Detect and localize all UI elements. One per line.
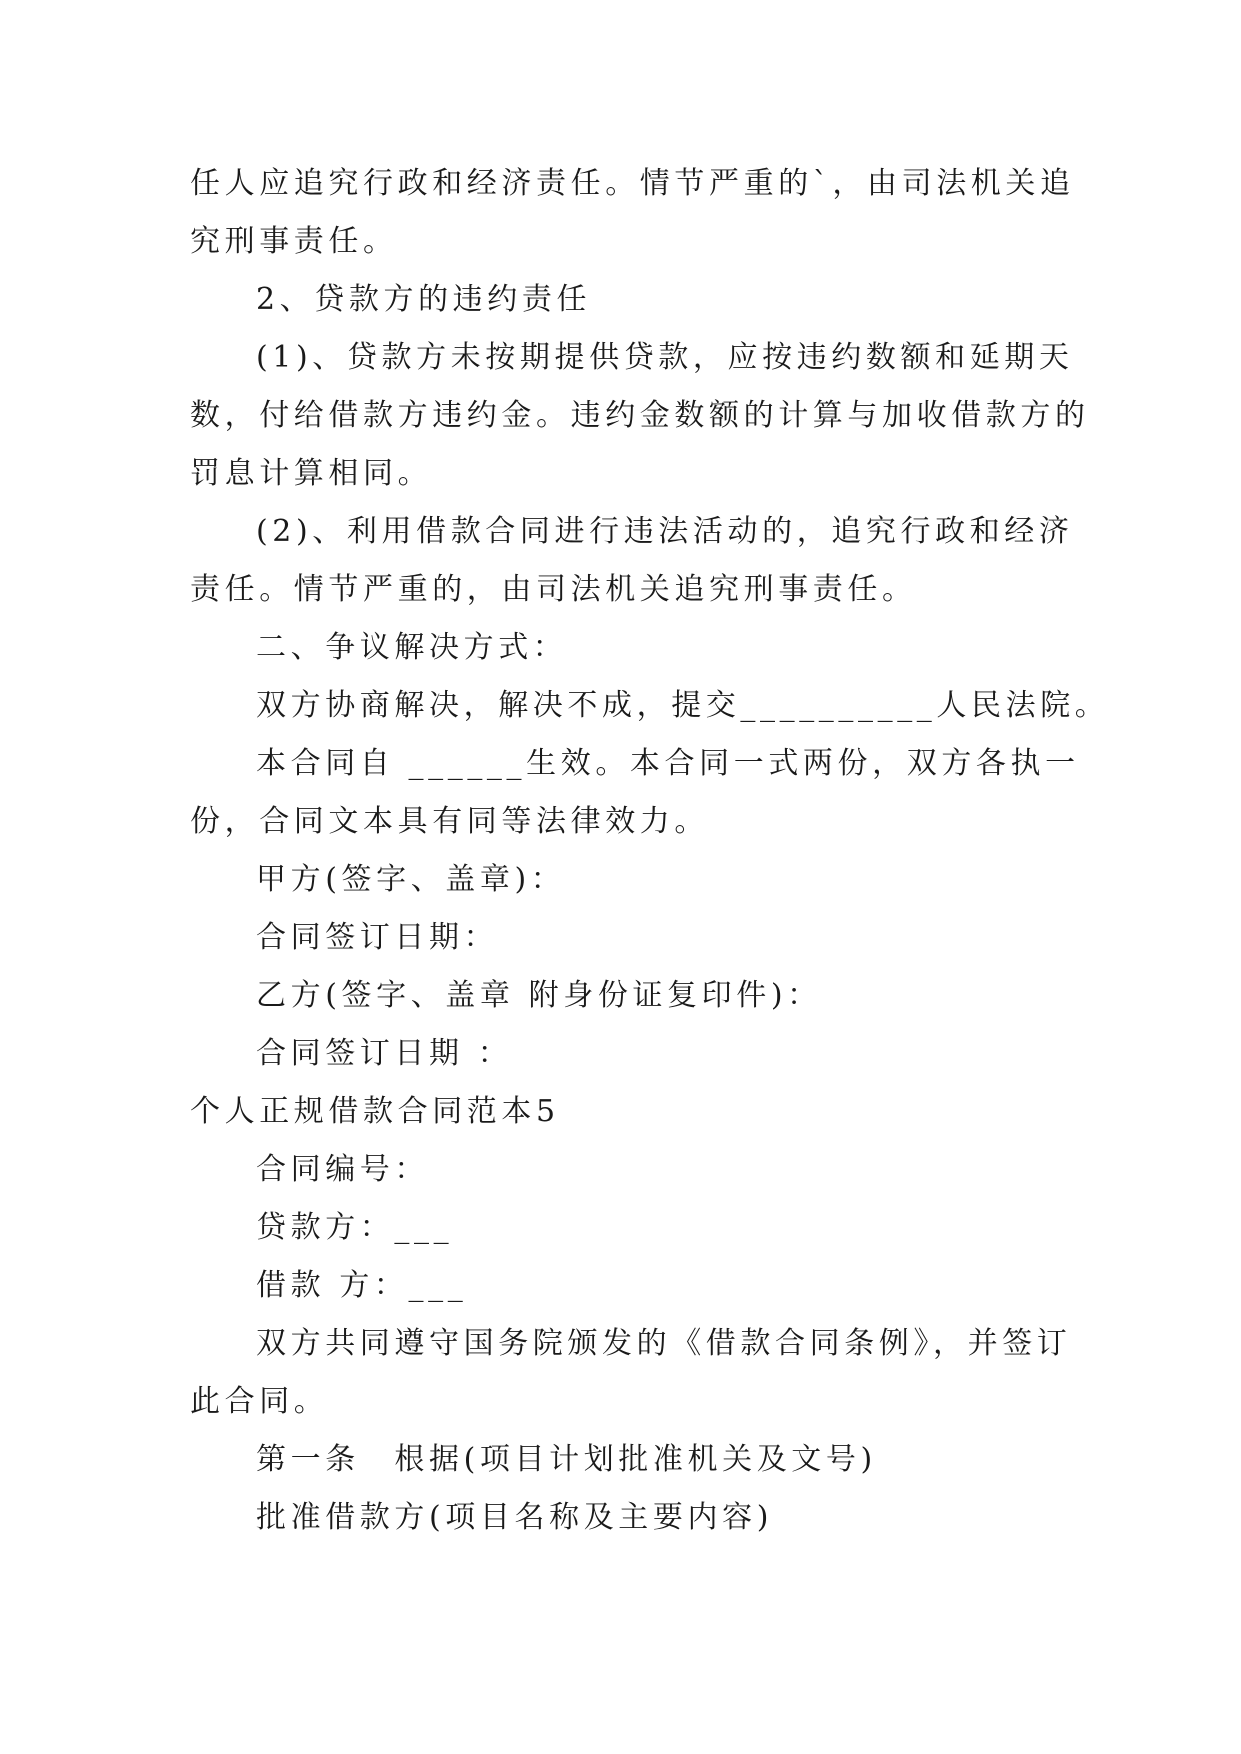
paragraph-line: 批准借款方(项目名称及主要内容) (256, 1500, 774, 1535)
section-heading: 2、贷款方的违约责任 (256, 282, 592, 317)
paragraph-line: (1)、贷款方未按期提供贷款，应按违约数额和延期天 (256, 340, 1074, 375)
paragraph-line: 此合同。 (190, 1384, 329, 1419)
contract-number-line: 合同编号： (256, 1152, 429, 1187)
signature-line-party-a: 甲方(签字、盖章)： (256, 862, 566, 897)
paragraph-line: 双方共同遵守国务院颁发的《借款合同条例》，并签订 (256, 1326, 1072, 1361)
paragraph-line: 数，付给借款方违约金。违约金数额的计算与加收借款方的 (190, 398, 1090, 433)
section-heading: 二、争议解决方式： (256, 630, 568, 665)
paragraph-line: 究刑事责任。 (190, 224, 398, 259)
signature-line-party-b: 乙方(签字、盖章 附身份证复印件)： (256, 978, 822, 1013)
signing-date-line: 合同签订日期： (256, 920, 499, 955)
paragraph-line: 任人应追究行政和经济责任。情节严重的`，由司法机关追 (190, 166, 1075, 201)
paragraph-line: 双方协商解决，解决不成，提交__________人民法院。 (256, 688, 1110, 723)
paragraph-line: 本合同自 ______生效。本合同一式两份，双方各执一 (256, 746, 1080, 781)
paragraph-line: 责任。情节严重的，由司法机关追究刑事责任。 (190, 572, 917, 607)
borrower-line: 借款 方：___ (256, 1268, 468, 1303)
paragraph-line: 罚息计算相同。 (190, 456, 433, 491)
paragraph-line: 份，合同文本具有同等法律效力。 (190, 804, 709, 839)
lender-line: 贷款方：___ (256, 1210, 454, 1245)
article-line: 第一条 根据(项目计划批准机关及文号) (256, 1442, 877, 1477)
signing-date-line: 合同签订日期 ： (256, 1036, 513, 1071)
paragraph-line: (2)、利用借款合同进行违法活动的，追究行政和经济 (256, 514, 1074, 549)
document-title: 个人正规借款合同范本5 (190, 1094, 560, 1129)
